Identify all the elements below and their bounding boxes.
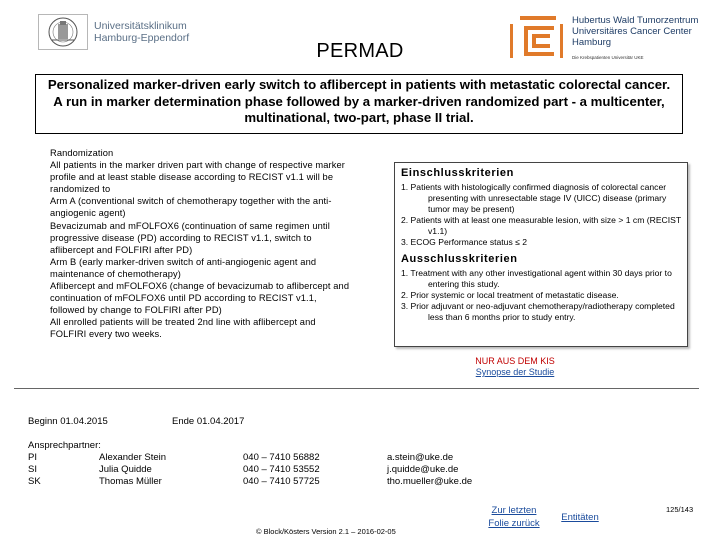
criteria-box xyxy=(394,162,688,347)
arm-a-heading: Arm A (conventional switch of chemotherapy together with the anti-angiogenic agent) xyxy=(50,196,332,219)
hw-logo-line1: Hubertus Wald Tumorzentrum xyxy=(572,15,699,26)
contact-name: Thomas Müller xyxy=(99,476,162,487)
inclusion-item: 3. ECOG Performance status ≤ 2 xyxy=(401,237,528,247)
inclusion-title: Einschlusskriterien xyxy=(401,167,514,179)
exclusion-title: Ausschlusskriterien xyxy=(401,253,518,265)
treatment-note: All enrolled patients will be treated 2nd line with aflibercept and FOLFIRI every two weeks. xyxy=(50,317,319,340)
randomization-intro: All patients in the marker driven part with change of respective marker profile and at least stable disease according to RECIST v1.1 will be randomized to xyxy=(50,160,348,195)
hw-logo-line2: Universitäres Cancer Center Hamburg xyxy=(572,26,692,48)
entities-link[interactable]: Entitäten xyxy=(561,512,599,523)
contact-phone: 040 – 7410 56882 xyxy=(243,452,320,463)
synopsis-link[interactable]: Synopse der Studie xyxy=(475,367,555,377)
contact-email[interactable]: tho.mueller@uke.de xyxy=(387,476,473,487)
kis-note: NUR AUS DEM KIS xyxy=(475,356,555,366)
inclusion-item: 2. Patients with at least one measurable lesion, with size > 1 cm (RECIST v1.1) xyxy=(401,215,681,236)
page-number: 125/143 xyxy=(666,505,694,514)
exclusion-item: 1. Treatment with any other investigational agent within 30 days prior to entering this study. xyxy=(401,268,672,289)
contact-role: PI xyxy=(28,452,37,463)
page-title: PERMAD xyxy=(316,40,404,62)
arm-b-heading: Arm B (early marker-driven switch of anti-angiogenic agent and maintenance of chemotherapy) xyxy=(50,256,319,279)
uke-logo-line1: Universitätsklinikum xyxy=(94,20,187,32)
contact-email[interactable]: a.stein@uke.de xyxy=(387,452,454,463)
contact-role: SI xyxy=(28,464,37,475)
trial-title-box: Personalized marker-driven early switch to aflibercept in patients with metastatic colorectal cancer. A run in marker determination phase followed by a marker-driven randomized part - a multicenter, multinational, two-part, phase II trial. xyxy=(35,74,683,134)
exclusion-item: 2. Prior systemic or local treatment of metastatic disease. xyxy=(401,290,619,300)
exclusion-item: 3. Prior adjuvant or neo-adjuvant chemotherapy/radiotherapy completed less than 6 months prior to study entry. xyxy=(401,301,675,322)
contact-phone: 040 – 7410 53552 xyxy=(243,464,320,475)
previous-slide-link[interactable] xyxy=(476,504,552,530)
inclusion-item: 1. Patients with histologically confirmed diagnosis of colorectal cancer presenting with unresectable stage IV (UICC) disease (primary tumor may be present) xyxy=(401,182,667,214)
randomization-text xyxy=(50,147,350,341)
previous-slide-line2: Folie zurück xyxy=(488,518,540,529)
contact-role: SK xyxy=(28,476,41,487)
copyright: © Block/Kösters Version 2.1 – 2016-02-05 xyxy=(256,527,396,536)
contact-phone: 040 – 7410 57725 xyxy=(243,476,320,487)
uke-logo-line2: Hamburg-Eppendorf xyxy=(94,32,190,44)
contact-name: Alexander Stein xyxy=(99,452,167,463)
contact-name: Julia Quidde xyxy=(99,464,152,475)
contacts-heading: Ansprechpartner: xyxy=(28,440,101,451)
contact-email[interactable]: j.quidde@uke.de xyxy=(387,464,459,475)
end-date: Ende 01.04.2017 xyxy=(172,416,245,427)
begin-date: Beginn 01.04.2015 xyxy=(28,416,108,427)
randomization-heading: Randomization xyxy=(50,148,114,158)
divider xyxy=(14,388,699,389)
previous-slide-line1: Zur letzten xyxy=(491,505,537,516)
arm-b-detail: Aflibercept and mFOLFOX6 (change of bevacizumab to aflibercept and continuation of mFOLFOX6 until PD according to RECIST v1.1, followed by change to FOLFIRI after PD) xyxy=(50,281,352,316)
arm-a-detail: Bevacizumab and mFOLFOX6 (continuation of same regimen until progressive disease (PD) according to RECIST v1.1, switch to aflibercept and FOLFIRI after PD) xyxy=(50,220,333,255)
hw-logo-small: Die Krebspatienten Universitär UKE xyxy=(572,55,644,60)
kis-section xyxy=(380,356,650,378)
